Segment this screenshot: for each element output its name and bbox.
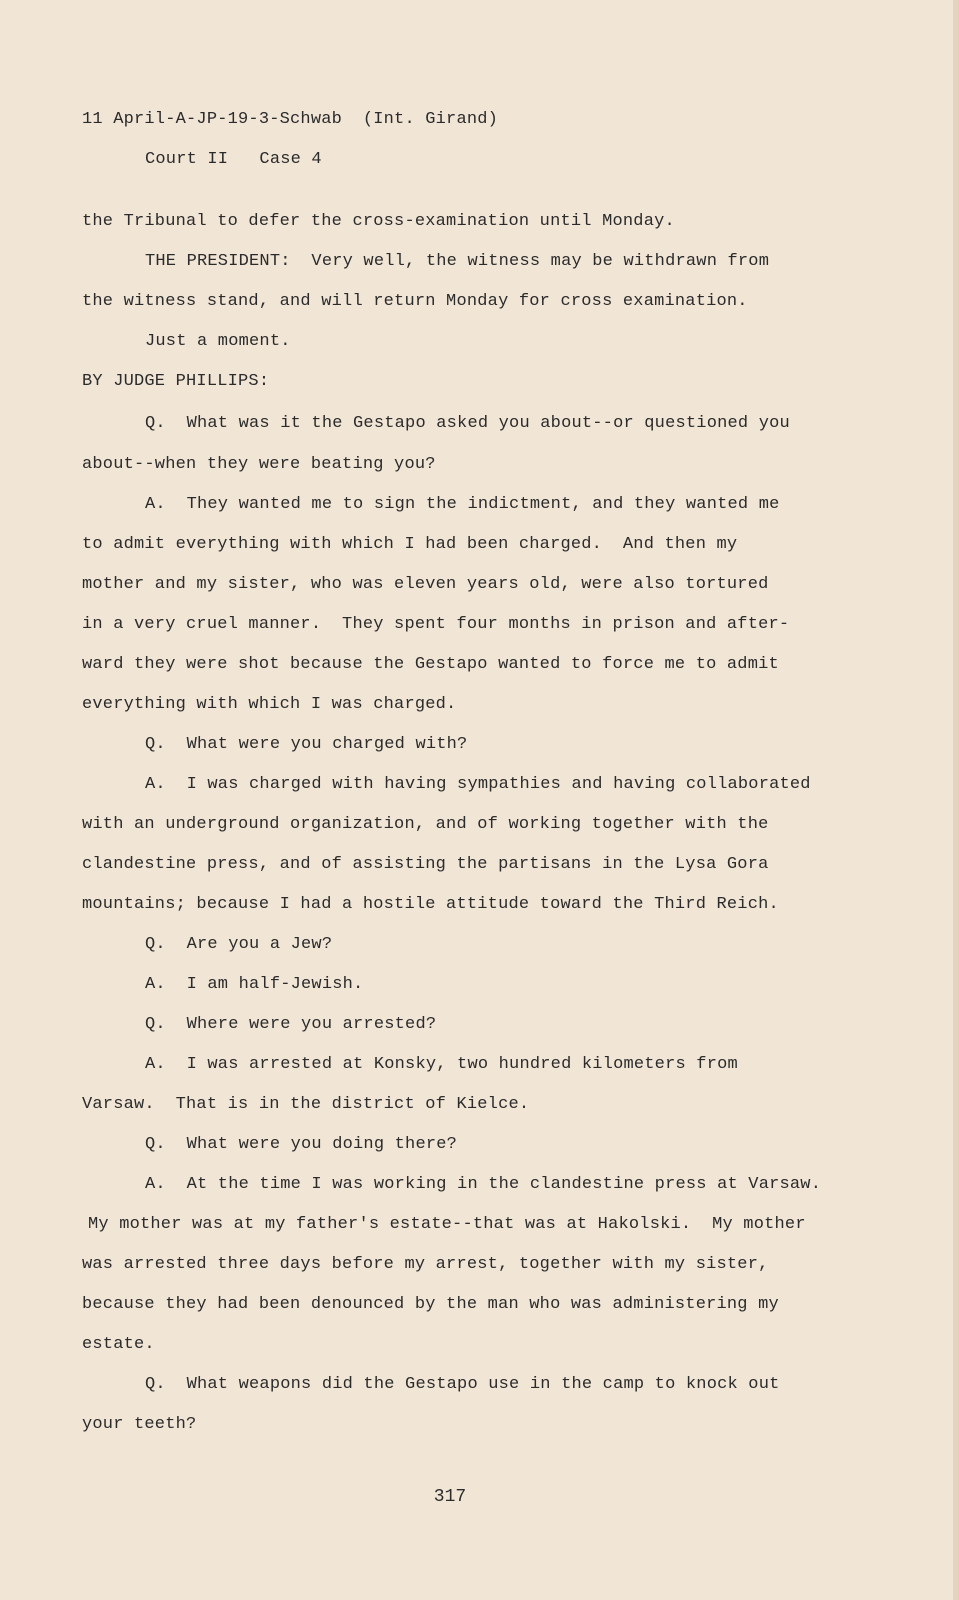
body-line: the witness stand, and will return Monday for cross examination.	[82, 292, 748, 311]
body-line: A. I was arrested at Konsky, two hundred kilometers from	[145, 1055, 738, 1074]
body-line: the Tribunal to defer the cross-examination until Monday.	[82, 212, 675, 231]
body-line: BY JUDGE PHILLIPS:	[82, 372, 270, 391]
body-line: was arrested three days before my arrest, together with my sister,	[82, 1255, 769, 1274]
header-line-2: Court II Case 4	[145, 150, 322, 169]
body-line: about--when they were beating you?	[82, 455, 436, 474]
body-line: A. I am half-Jewish.	[145, 975, 364, 994]
body-line: ward they were shot because the Gestapo wanted to force me to admit	[82, 655, 779, 674]
body-line: everything with which I was charged.	[82, 695, 457, 714]
body-line: mountains; because I had a hostile attitude toward the Third Reich.	[82, 895, 779, 914]
body-line: Q. Are you a Jew?	[145, 935, 333, 954]
body-line: THE PRESIDENT: Very well, the witness may be withdrawn from	[145, 252, 770, 271]
body-line: A. They wanted me to sign the indictment, and they wanted me	[145, 495, 780, 514]
body-line: Just a moment.	[145, 332, 291, 351]
body-line: because they had been denounced by the man who was administering my	[82, 1295, 779, 1314]
body-line: estate.	[82, 1335, 155, 1354]
body-line: Q. What were you charged with?	[145, 735, 468, 754]
body-line: Varsaw. That is in the district of Kielce.	[82, 1095, 530, 1114]
body-line: Q. Where were you arrested?	[145, 1015, 437, 1034]
body-line: to admit everything with which I had been charged. And then my	[82, 535, 738, 554]
body-line: clandestine press, and of assisting the partisans in the Lysa Gora	[82, 855, 769, 874]
body-line: A. At the time I was working in the clandestine press at Varsaw.	[145, 1175, 822, 1194]
body-line: Q. What weapons did the Gestapo use in the camp to knock out	[145, 1375, 780, 1394]
body-line: My mother was at my father's estate--that was at Hakolski. My mother	[88, 1215, 806, 1234]
page-number: 317	[433, 1487, 467, 1507]
body-line: with an underground organization, and of working together with the	[82, 815, 769, 834]
body-line: mother and my sister, who was eleven years old, were also tortured	[82, 575, 769, 594]
body-line: your teeth?	[82, 1415, 197, 1434]
body-line: Q. What was it the Gestapo asked you about--or questioned you	[145, 414, 790, 433]
body-line: Q. What were you doing there?	[145, 1135, 458, 1154]
body-line: A. I was charged with having sympathies and having collaborated	[145, 775, 811, 794]
body-line: in a very cruel manner. They spent four months in prison and after-	[82, 615, 790, 634]
header-line-1: 11 April-A-JP-19-3-Schwab (Int. Girand)	[82, 110, 499, 129]
